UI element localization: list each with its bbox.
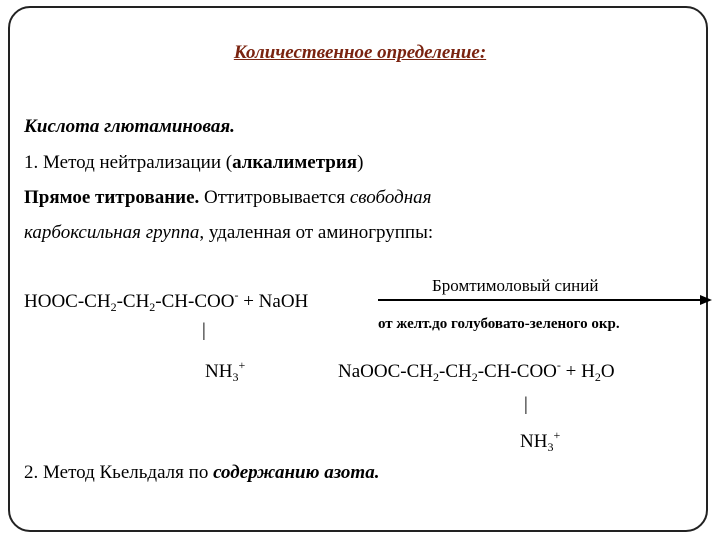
group-line: [24, 222, 433, 244]
color-change-label: от желт.до голубовато-зеленого окр.: [378, 316, 620, 332]
group-text: , удаленная от аминогруппы:: [199, 222, 434, 243]
reactant-formula: HOOC-$CH_2-CH_2-CH-COO^-$ + NaOH: [24, 288, 309, 314]
titration-italic: свободная: [349, 187, 432, 208]
kjeldahl-line: [24, 462, 379, 484]
method-line: [24, 152, 363, 174]
titration-line: [24, 187, 431, 209]
bond-line-right: |: [524, 394, 528, 415]
indicator-label: Бромтимоловый синий: [432, 276, 599, 295]
amino-group-left: $NH_3^+$: [205, 358, 246, 384]
method-close: ): [357, 152, 364, 173]
bond-line-left: |: [202, 320, 206, 341]
amino-group-right: $NH_3^+$: [520, 428, 561, 454]
titration-text: Оттитровывается: [199, 187, 350, 208]
product-formula: NaOOC-$CH_2-CH_2-CH-COO^- + H_2O$: [338, 358, 615, 384]
slide-title: Количественное определение:: [233, 42, 487, 63]
substance-name: Кислота глютаминовая.: [24, 116, 235, 137]
slide-frame: [8, 6, 708, 532]
titration-bold: Прямое титрование.: [24, 187, 200, 208]
kjeldahl-bold-italic: содержанию азота.: [213, 462, 380, 483]
method-bold: алкалиметрия: [232, 152, 358, 173]
kjeldahl-text: 2. Метод Кьельдаля по: [24, 462, 214, 483]
group-italic: карбоксильная группа: [24, 222, 200, 243]
method-text: 1. Метод нейтрализации (: [24, 152, 233, 173]
